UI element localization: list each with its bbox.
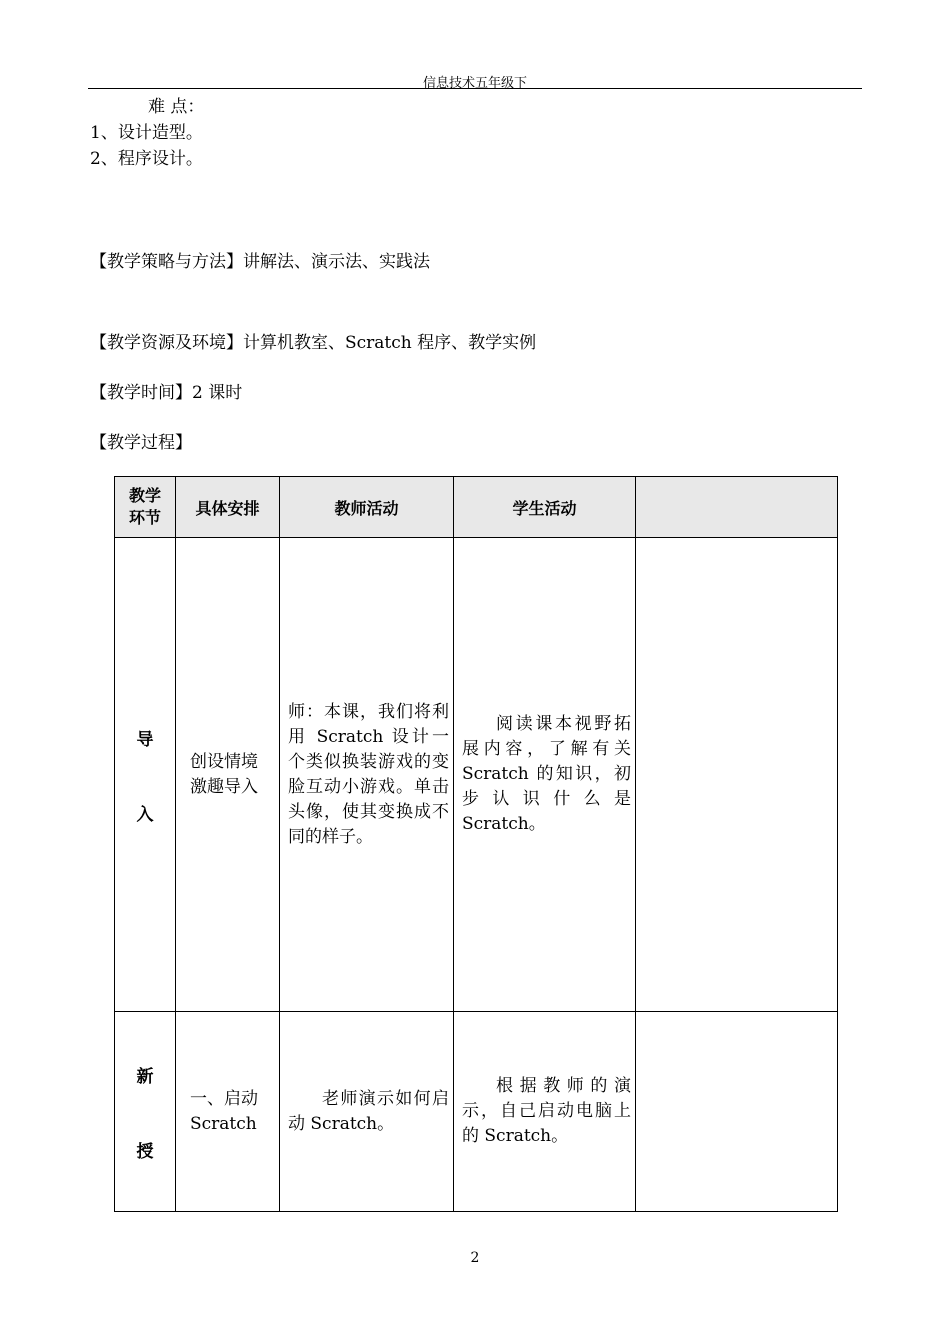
stage-char: 导 [136,729,154,750]
difficulty-item: 2、程序设计。 [90,149,203,169]
table-row [115,1012,838,1212]
header-cell-student: 学生活动 [454,477,636,538]
header-cell-teacher: 教师活动 [280,477,454,538]
stage-char: 授 [136,1141,154,1162]
stage-cell [115,1012,176,1212]
teacher-activity-cell: 老师演示如何启动 Scratch。 [280,1012,454,1212]
teacher-activity-cell: 师：本课，我们将利用 Scratch 设计一个类似换装游戏的变脸互动小游戏。单击头像，使其变换成不同的样子。 [280,538,454,1012]
notes-cell [636,538,838,1012]
difficulty-item: 1、设计造型。 [90,123,203,143]
table-row [115,538,838,1012]
header-cell-notes [636,477,838,538]
strategy-line: 【教学策略与方法】讲解法、演示法、实践法 [90,252,430,272]
running-header: 信息技术五年级下 [422,76,527,91]
page-number: 2 [470,1250,480,1266]
difficulty-heading: 难 点： [148,97,205,117]
process-heading: 【教学过程】 [90,433,192,453]
table-header-row [115,477,838,538]
stage-cell [115,538,176,1012]
resources-line: 【教学资源及环境】计算机教室、Scratch 程序、教学实例 [90,333,537,353]
stage-char: 入 [136,804,154,825]
notes-cell [636,1012,838,1212]
lesson-table [114,476,838,1212]
stage-char: 新 [136,1066,154,1087]
header-rule [88,88,862,89]
header-cell-arrangement: 具体安排 [176,477,280,538]
student-activity-cell: 阅读课本视野拓展内容，了解有关 Scratch 的知识，初步认识什么是 Scratch。 [454,538,636,1012]
time-line: 【教学时间】2 课时 [90,383,243,403]
student-activity-cell: 根据教师的演示，自己启动电脑上的 Scratch。 [454,1012,636,1212]
header-cell-stage: 教学环节 [115,477,176,538]
arrangement-cell: 创设情境激趣导入 [176,538,280,1012]
arrangement-cell: 一、启动 Scratch [176,1012,280,1212]
